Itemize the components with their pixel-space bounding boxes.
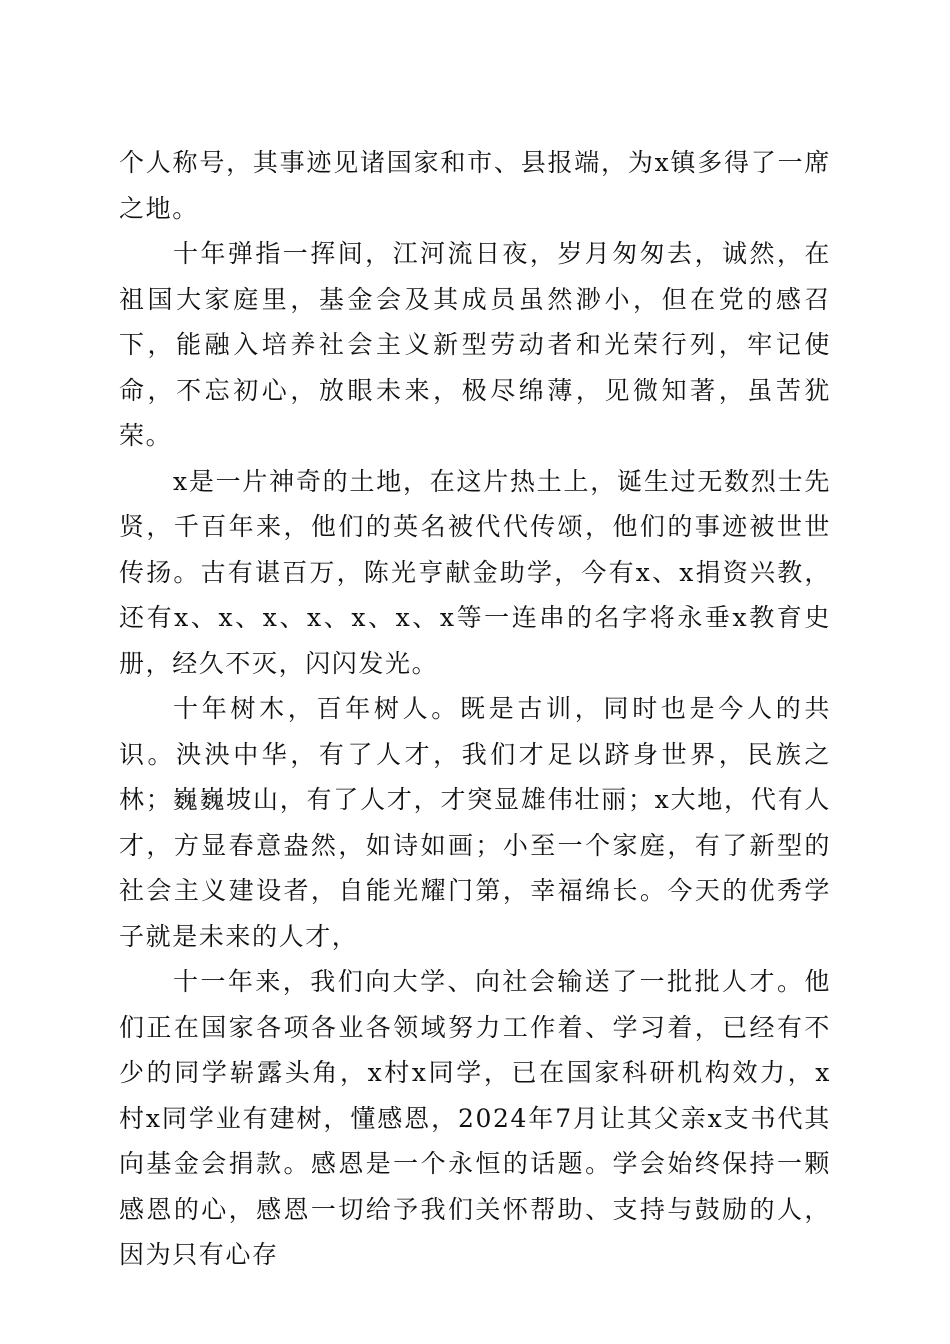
paragraph-land: x是一片神奇的土地，在这片热土上，诞生过无数烈士先贤，千百年来，他们的英名被代代传颂，他们的事迹被世世传扬。古有谌百万，陈光亨献金助学，今有x、x捐资兴教，还有x、x、x、x、x、x、x等一连串的名字将永垂x教育史册，经久不灭，闪闪发光。 xyxy=(119,466,831,678)
paragraph-continuation: 个人称号，其事迹见诸国家和市、县报端，为x镇多得了一席之地。 xyxy=(119,148,831,223)
paragraph-eleven-years: 十一年来，我们向大学、向社会输送了一批批人才。他们正在国家各项各业各领域努力工作着、学习着，已经有不少的同学崭露头角，x村x同学，已在国家科研机构效力，x村x同学业有建树，懂感恩，2024年7月让其父亲x支书代其向基金会捐款。感恩是一个永恒的话题。学会始终保持一颗感恩的心，感恩一切给予我们关怀帮助、支持与鼓励的人，因为只有心存 xyxy=(119,967,831,1269)
paragraph-ten-years: 十年弹指一挥间，江河流日夜，岁月匆匆去，诚然，在祖国大家庭里，基金会及其成员虽然渺小，但在党的感召下，能融入培养社会主义新型劳动者和光荣行列，牢记使命，不忘初心，放眼未来，极尽绵薄，见微知著，虽苦犹荣。 xyxy=(119,239,831,450)
paragraph-talent: 十年树木，百年树人。既是古训，同时也是今人的共识。泱泱中华，有了人才，我们才足以跻身世界，民族之林；巍巍坡山，有了人才，才突显雄伟壮丽；x大地，代有人才，方显春意盎然，如诗如画；小至一个家庭，有了新型的社会主义建设者，自能光耀门第，幸福绵长。今天的优秀学子就是未来的人才， xyxy=(119,694,831,951)
document-body xyxy=(119,140,831,1278)
